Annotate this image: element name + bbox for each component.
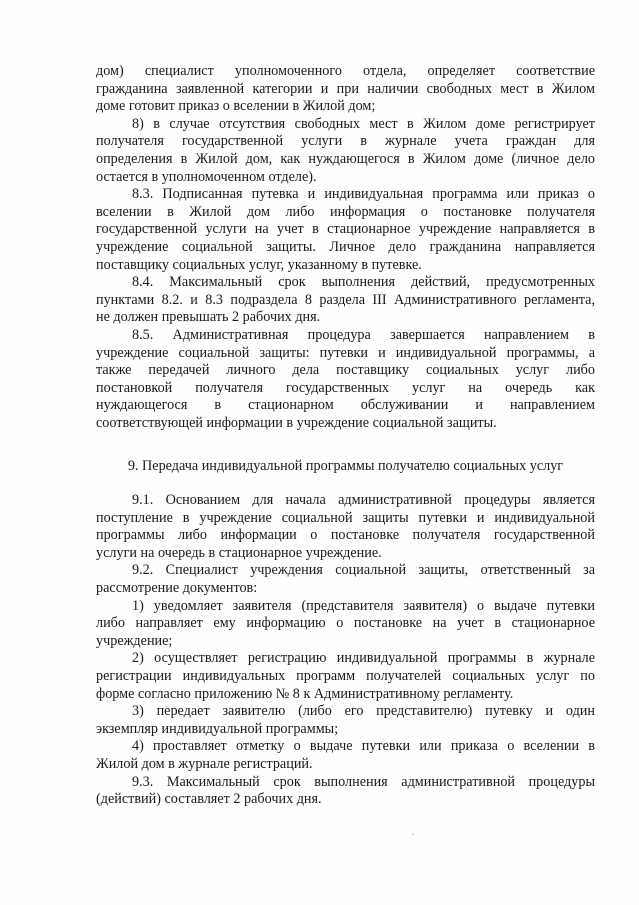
paragraph xyxy=(96,274,595,327)
text-line: также передачей личного дела поставщику социальных услуг либо xyxy=(96,362,595,379)
text-line: доме готовит приказ о вселении в Жилой дом; xyxy=(96,98,376,115)
text-line: не должен превышать 2 рабочих дня. xyxy=(96,309,321,326)
text-line: учреждение социальной защиты. Личное дело гражданина направляется xyxy=(96,238,595,255)
text-line: услуги на очередь в стационарное учреждение. xyxy=(96,544,382,561)
text-line: форме согласно приложению № 8 к Административному регламенту. xyxy=(96,685,514,702)
text-line: 8) в случае отсутствия свободных мест в Жилом доме регистрирует xyxy=(132,115,595,132)
text-line: 9.2. Специалист учреждения социальной защиты, ответственный за xyxy=(132,562,595,579)
text-line: учреждение социальной защиты: путевки и индивидуальной программы, а xyxy=(96,344,595,361)
text-line: соответствующей информации в учреждение социальной защиты. xyxy=(96,414,497,431)
body-text-bottom xyxy=(96,492,595,809)
text-line: остается в уполномоченном отделе). xyxy=(96,168,317,185)
text-line: 8.3. Подписанная путевка и индивидуальная программа или приказ о xyxy=(132,186,595,203)
text-line: 8.5. Административная процедура завершается направлением в xyxy=(132,326,595,343)
paragraph xyxy=(96,598,595,651)
scan-speck xyxy=(412,833,414,835)
text-line: 3) передает заявителю (либо его представителю) путевку и один xyxy=(132,703,595,720)
paragraph xyxy=(96,703,595,738)
text-line: экземпляр индивидуальной программы; xyxy=(96,720,339,737)
text-line: либо направляет ему информацию о постановке на учет в стационарное xyxy=(96,615,595,632)
text-line: пунктами 8.2. и 8.3 подраздела 8 раздела III Административного регламента, xyxy=(96,291,595,308)
paragraph xyxy=(96,327,595,433)
text-line: поставщику социальных услуг, указанному в путевке. xyxy=(96,256,422,273)
text-line: постановкой получателя государственных услуг на очередь как xyxy=(96,379,595,396)
text-line: программы либо информации о постановке получателя государственной xyxy=(96,527,595,544)
paragraph xyxy=(96,774,595,809)
text-line: дом) специалист уполномоченного отдела, определяет соответствие xyxy=(96,63,595,79)
body-text-top xyxy=(96,63,595,432)
text-line: поступление в учреждение социальной защиты путевки и индивидуальной xyxy=(96,509,595,526)
paragraph xyxy=(96,738,595,773)
text-line: регистрации индивидуальных программ получателей социальных услуг по xyxy=(96,667,595,684)
paragraph xyxy=(96,186,595,274)
paragraph xyxy=(96,492,595,562)
text-line: гражданина заявленной категории и при наличии свободных мест в Жилом xyxy=(96,80,595,97)
text-line: 8.4. Максимальный срок выполнения действий, предусмотренных xyxy=(132,274,595,291)
paragraph xyxy=(96,562,595,597)
text-line: 9.1. Основанием для начала административной процедуры является xyxy=(132,492,595,508)
text-line: 1) уведомляет заявителя (представителя заявителя) о выдаче путевки xyxy=(132,597,595,614)
text-line: 4) проставляет отметку о выдаче путевки или приказа о вселении в xyxy=(132,738,595,755)
paragraph xyxy=(96,63,595,116)
text-line: государственной услуги на учет в стационарное учреждение направляется в xyxy=(96,221,595,238)
paragraph xyxy=(96,116,595,186)
paragraph xyxy=(96,650,595,703)
text-line: вселении в Жилой дом либо информация о постановке получателя xyxy=(96,203,595,220)
text-line: нуждающегося в стационарном обслуживании и направлением xyxy=(96,397,595,414)
section-heading: 9. Передача индивидуальной программы получателю социальных услуг xyxy=(127,458,564,474)
text-line: Жилой дом в журнале регистраций. xyxy=(96,755,313,772)
text-line: определения в Жилой дом, как нуждающегося в Жилом доме (личное дело xyxy=(96,150,595,167)
text-line: получателя государственной услуги в журнале учета граждан для xyxy=(96,133,595,150)
text-line: 2) осуществляет регистрацию индивидуальной программы в журнале xyxy=(132,650,595,667)
text-line: рассмотрение документов: xyxy=(96,579,258,596)
text-line: учреждение; xyxy=(96,632,173,649)
text-line: 9.3. Максимальный срок выполнения административной процедуры xyxy=(132,773,595,790)
text-line: (действий) составляет 2 рабочих дня. xyxy=(96,791,322,808)
